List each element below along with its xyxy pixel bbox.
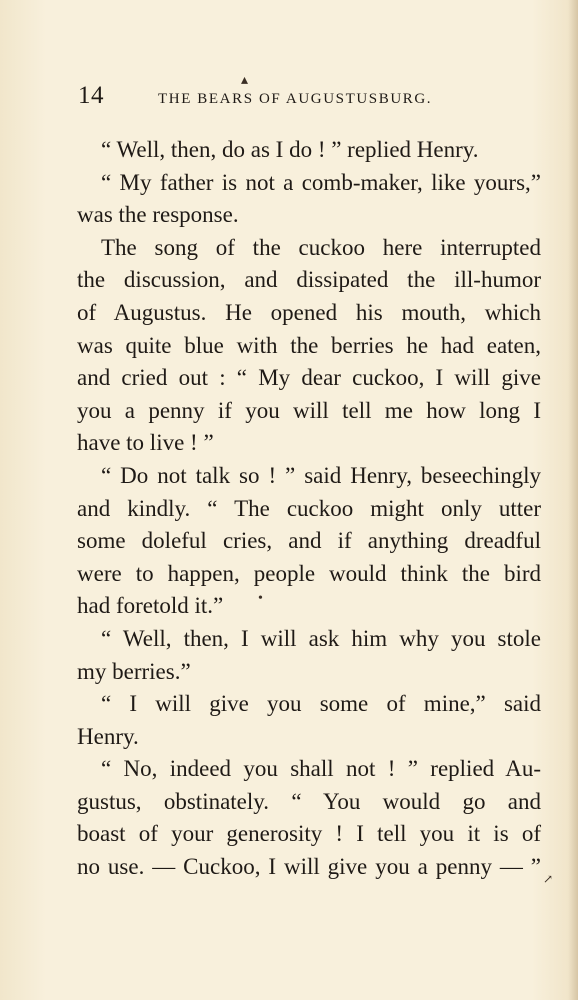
text-line-16: “ Well, then, I will ask him why you stole <box>101 625 541 651</box>
body-text <box>77 134 541 884</box>
text-line-7: was quite blue with the berries he had eaten, <box>77 332 541 358</box>
text-line-13: some doleful cries, and if anything dreadful <box>77 528 541 554</box>
running-title: THE BEARS OF AUGUSTUSBURG. <box>158 91 433 107</box>
text-line-15: had foretold it.” <box>77 593 224 619</box>
printing-mark-icon: • <box>258 591 263 606</box>
text-line-8: and cried out : “ My dear cuckoo, I will give <box>77 365 541 391</box>
text-line-18: “ I will give you some of mine,” said <box>101 691 541 717</box>
text-line-17: my berries.” <box>77 658 191 684</box>
text-line-19: Henry. <box>77 723 139 749</box>
text-line-22: boast of your generosity ! I tell you it is of <box>77 821 541 847</box>
text-line-23: no use. — Cuckoo, I will give you a penny — ” <box>77 854 541 880</box>
text-line-2: “ My father is not a comb-maker, like yours,” <box>101 169 541 195</box>
text-line-12: and kindly. “ The cuckoo might only utter <box>77 495 541 521</box>
page-edge-shadow <box>568 0 578 1000</box>
text-line-9: you a penny if you will tell me how long I <box>77 397 541 423</box>
text-line-11: “ Do not talk so ! ” said Henry, beseechingly <box>101 462 541 488</box>
text-line-5: the discussion, and dissipated the ill-humor <box>77 267 541 293</box>
text-line-3: was the response. <box>77 202 239 228</box>
text-line-10: have to live ! ” <box>77 430 214 456</box>
printing-mark-icon: ↗ <box>543 872 554 886</box>
printing-mark-icon: ▴ <box>241 73 249 88</box>
text-line-21: gustus, obstinately. “ You would go and <box>77 788 541 814</box>
text-line-1: “ Well, then, do as I do ! ” replied Henry. <box>101 137 479 162</box>
text-line-14: were to happen, people would think the bird <box>77 560 541 586</box>
page-number: 14 <box>78 82 104 109</box>
text-line-6: of Augustus. He opened his mouth, which <box>77 299 541 325</box>
page-header <box>78 82 540 114</box>
text-line-20: “ No, indeed you shall not ! ” replied Au- <box>101 756 541 782</box>
text-line-4: The song of the cuckoo here interrupted <box>101 234 541 260</box>
